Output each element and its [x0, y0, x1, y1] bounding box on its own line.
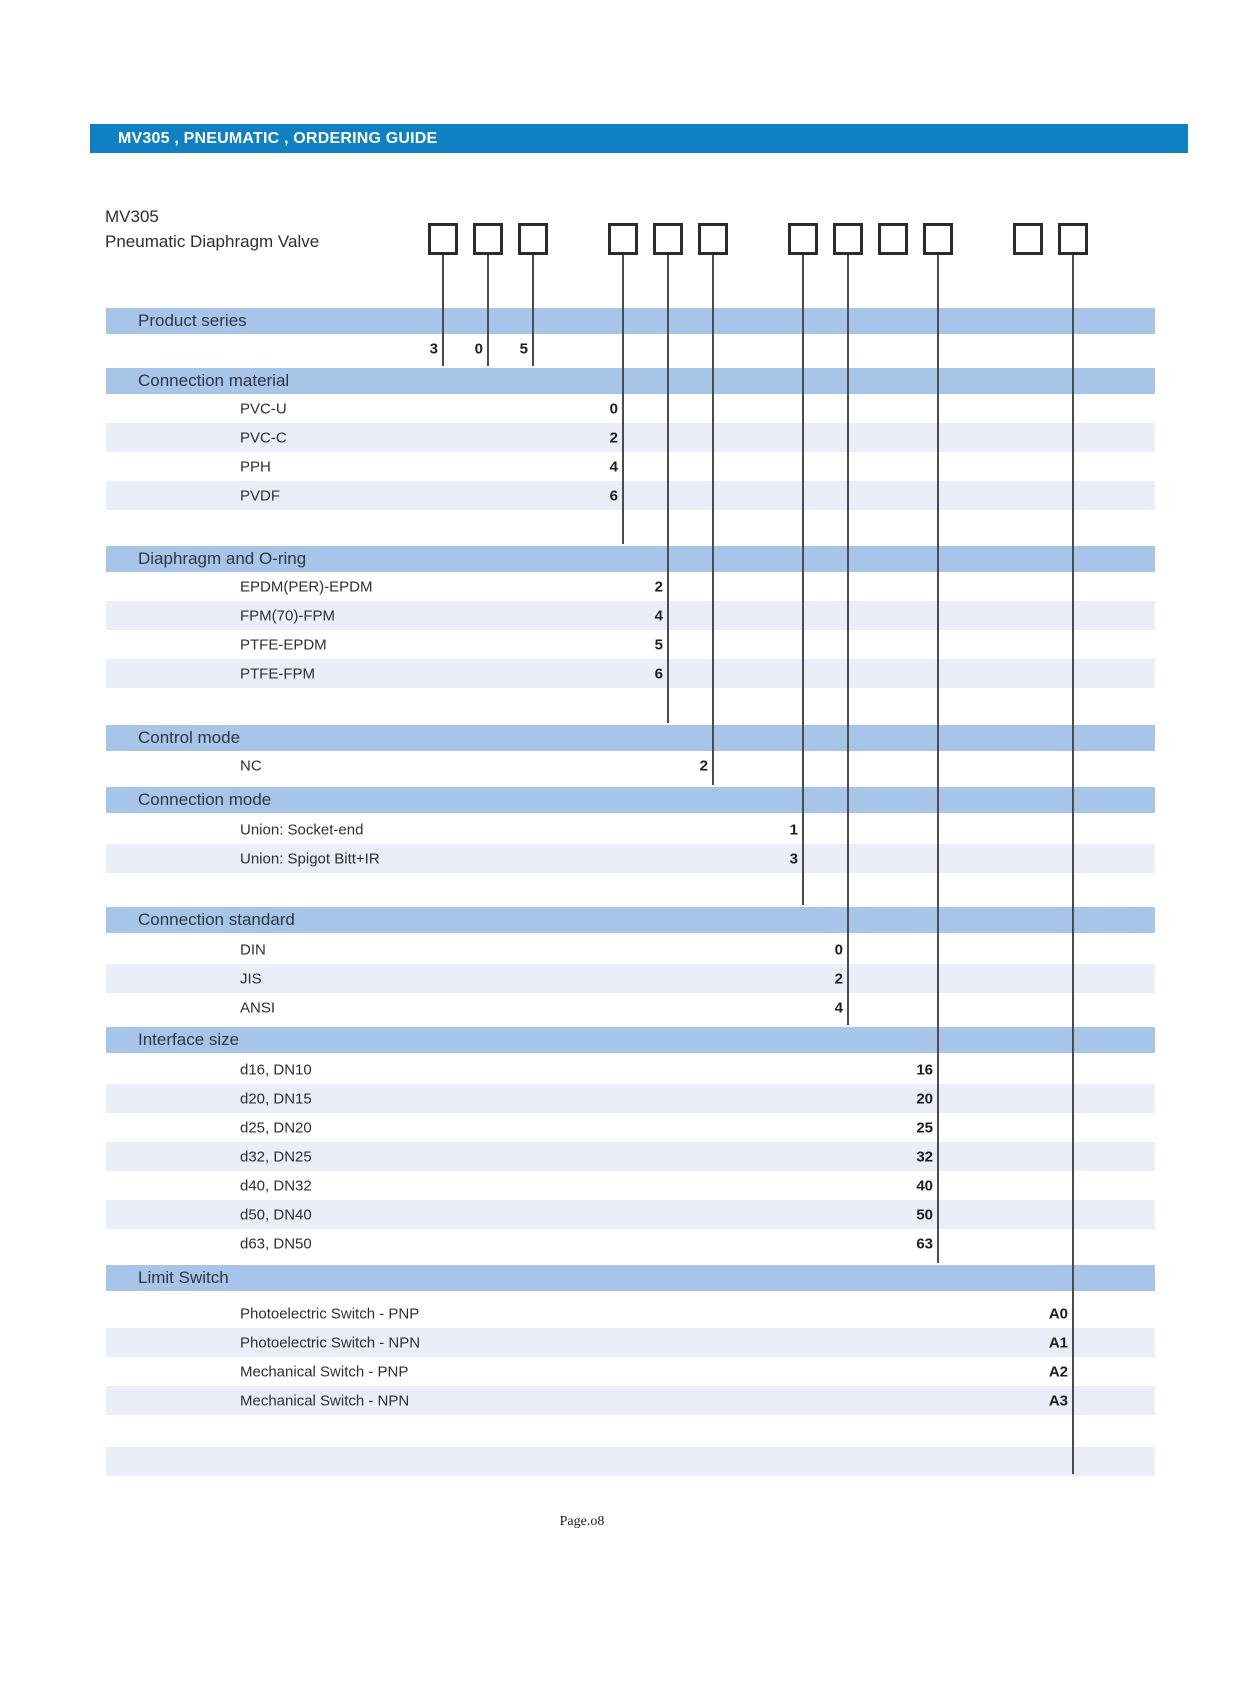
- option-code: 3: [789, 850, 798, 867]
- option-code: 4: [609, 458, 618, 475]
- option-label: PTFE-FPM: [240, 665, 315, 682]
- option-code: 16: [916, 1061, 933, 1078]
- code-box: [923, 223, 953, 255]
- option-code: 4: [654, 607, 663, 624]
- section-title: Diaphragm and O-ring: [138, 549, 307, 568]
- option-row: [106, 1200, 1155, 1229]
- option-code: 0: [609, 400, 618, 417]
- option-code: 25: [916, 1119, 933, 1136]
- option-row: [106, 423, 1155, 452]
- section-band: [106, 725, 1155, 751]
- leader-line: [847, 255, 849, 1025]
- option-code: A3: [1048, 1392, 1068, 1409]
- inline-code-row: [106, 334, 1155, 363]
- option-row: [106, 751, 1155, 780]
- product-title-block: [105, 204, 319, 254]
- option-row: [106, 815, 1155, 844]
- option-row: [106, 394, 1155, 423]
- option-code: 5: [654, 636, 663, 653]
- option-code: 20: [916, 1090, 933, 1107]
- code-box: [518, 223, 548, 255]
- code-box: [788, 223, 818, 255]
- header-bar: [90, 124, 1188, 153]
- bottom-spacer-row: [106, 1447, 1155, 1476]
- option-label: NC: [240, 757, 262, 774]
- option-row: [106, 1328, 1155, 1357]
- option-label: Photoelectric Switch - NPN: [240, 1334, 421, 1351]
- section-title: Limit Switch: [138, 1268, 229, 1287]
- option-row: [106, 844, 1155, 873]
- leader-line: [487, 255, 489, 366]
- option-label: EPDM(PER)-EPDM: [240, 578, 373, 595]
- leader-line: [442, 255, 444, 366]
- option-code: 63: [916, 1235, 933, 1252]
- section-band: [106, 1265, 1155, 1291]
- section-band: [106, 907, 1155, 933]
- code-box: [833, 223, 863, 255]
- option-label: d25, DN20: [240, 1119, 312, 1136]
- option-code: 4: [834, 999, 843, 1016]
- code-box: [428, 223, 458, 255]
- option-row: [106, 1113, 1155, 1142]
- option-row: [106, 1229, 1155, 1258]
- option-row: [106, 993, 1155, 1022]
- leader-line: [712, 255, 714, 785]
- option-label: PVC-U: [240, 400, 287, 417]
- option-label: d16, DN10: [240, 1061, 312, 1078]
- code-box: [1013, 223, 1043, 255]
- option-code: 2: [834, 970, 843, 987]
- option-code: 6: [654, 665, 663, 682]
- product-description: Pneumatic Diaphragm Valve: [105, 232, 320, 251]
- option-label: Photoelectric Switch - PNP: [240, 1305, 420, 1322]
- leader-line: [622, 255, 624, 544]
- option-row: [106, 964, 1155, 993]
- section-title: Product series: [138, 311, 247, 330]
- option-row: [106, 1299, 1155, 1328]
- page-title: MV305 , PNEUMATIC , ORDERING GUIDE: [118, 129, 438, 147]
- code-box: [473, 223, 503, 255]
- option-label: FPM(70)-FPM: [240, 607, 335, 624]
- option-label: d20, DN15: [240, 1090, 312, 1107]
- option-row: [106, 1171, 1155, 1200]
- section-band: [106, 1027, 1155, 1053]
- code-digit: 5: [519, 340, 528, 357]
- code-box: [1058, 223, 1088, 255]
- option-label: Union: Spigot Bitt+IR: [240, 850, 380, 867]
- code-box: [608, 223, 638, 255]
- leader-line: [802, 255, 804, 905]
- section-title: Connection mode: [138, 790, 272, 809]
- section-title: Connection material: [138, 371, 290, 390]
- option-code: 1: [789, 821, 798, 838]
- option-row: [106, 1357, 1155, 1386]
- option-row: [106, 1142, 1155, 1171]
- option-label: DIN: [240, 941, 266, 958]
- option-label: PVDF: [240, 487, 281, 504]
- option-code: 2: [699, 757, 708, 774]
- option-row: [106, 1055, 1155, 1084]
- section-title: Control mode: [138, 728, 241, 747]
- section-title: Interface size: [138, 1030, 240, 1049]
- option-row: [106, 659, 1155, 688]
- option-label: Mechanical Switch - NPN: [240, 1392, 410, 1409]
- leader-line: [532, 255, 534, 366]
- option-label: JIS: [240, 970, 262, 987]
- section-band: [106, 546, 1155, 572]
- option-code: A0: [1048, 1305, 1068, 1322]
- code-digit: 3: [429, 340, 438, 357]
- option-code: 2: [609, 429, 618, 446]
- option-label: Mechanical Switch - PNP: [240, 1363, 409, 1380]
- option-label: d32, DN25: [240, 1148, 312, 1165]
- option-label: ANSI: [240, 999, 276, 1016]
- option-row: [106, 630, 1155, 659]
- option-label: d40, DN32: [240, 1177, 312, 1194]
- option-label: Union: Socket-end: [240, 821, 364, 838]
- code-box: [698, 223, 728, 255]
- option-row: [106, 452, 1155, 481]
- leader-line: [937, 255, 939, 1263]
- leader-line: [1072, 255, 1074, 1474]
- option-row: [106, 601, 1155, 630]
- option-row: [106, 481, 1155, 510]
- option-code: 0: [834, 941, 843, 958]
- leader-line: [667, 255, 669, 723]
- option-label: d50, DN40: [240, 1206, 312, 1223]
- code-digit: 0: [474, 340, 483, 357]
- option-label: PVC-C: [240, 429, 287, 446]
- section-band: [106, 308, 1155, 334]
- option-label: d63, DN50: [240, 1235, 312, 1252]
- product-model: MV305: [105, 207, 159, 226]
- option-row: [106, 1084, 1155, 1113]
- option-code: 40: [916, 1177, 933, 1194]
- option-row: [106, 572, 1155, 601]
- code-box: [878, 223, 908, 255]
- page-footer: Page.o8: [559, 1514, 605, 1529]
- option-row: [106, 1386, 1155, 1415]
- code-box: [653, 223, 683, 255]
- option-code: 6: [609, 487, 618, 504]
- option-code: 2: [654, 578, 663, 595]
- option-row: [106, 935, 1155, 964]
- option-code: 50: [916, 1206, 933, 1223]
- section-title: Connection standard: [138, 910, 295, 929]
- option-code: A2: [1048, 1363, 1068, 1380]
- option-label: PTFE-EPDM: [240, 636, 327, 653]
- section-band: [106, 368, 1155, 394]
- option-code: A1: [1048, 1334, 1068, 1351]
- section-band: [106, 787, 1155, 813]
- option-code: 32: [916, 1148, 933, 1165]
- option-label: PPH: [240, 458, 271, 475]
